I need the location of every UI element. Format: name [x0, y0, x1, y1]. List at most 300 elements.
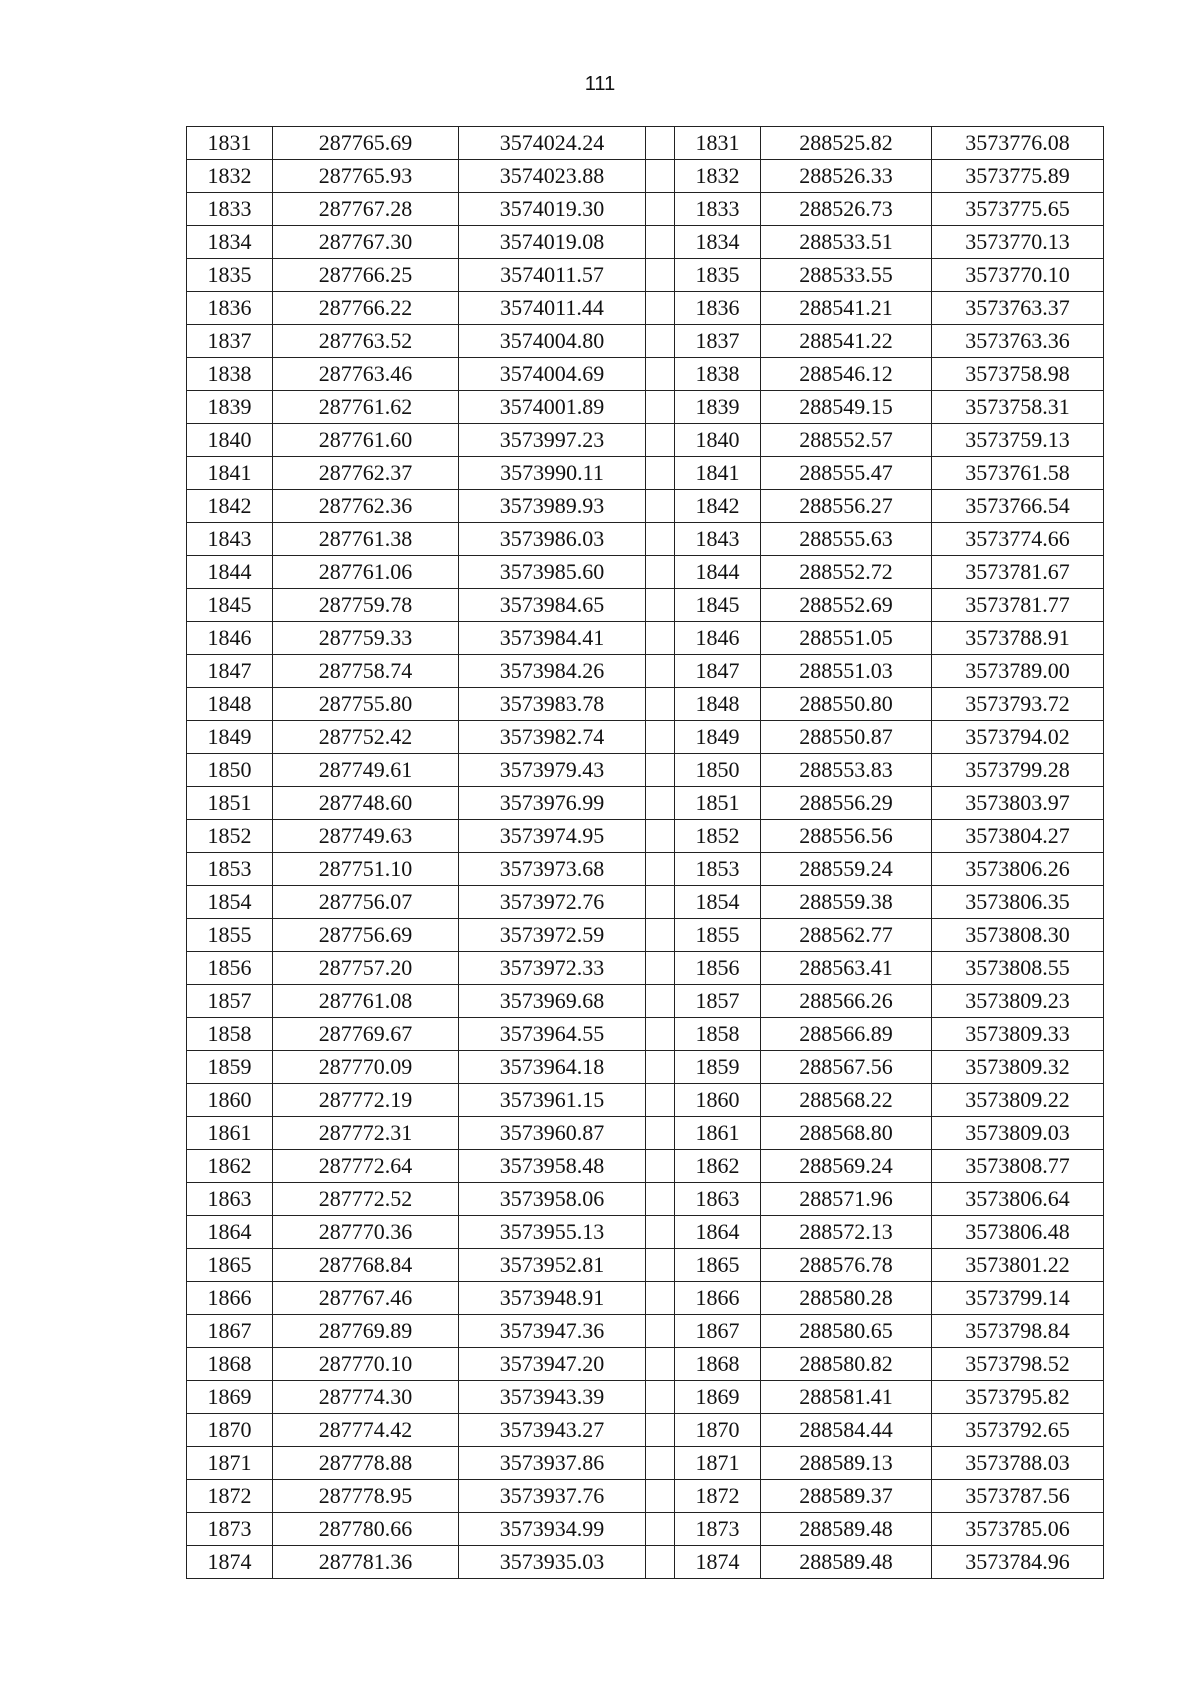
table-row	[187, 985, 1104, 1018]
coordinates-table	[186, 126, 1104, 1579]
point-number-left: 1851	[187, 787, 273, 820]
point-number-left: 1849	[187, 721, 273, 754]
y-coordinate-right: 3573798.84	[932, 1315, 1104, 1348]
point-number-left: 1870	[187, 1414, 273, 1447]
y-coordinate-right: 3573781.77	[932, 589, 1104, 622]
spacer-cell	[646, 556, 675, 589]
spacer-cell	[646, 1084, 675, 1117]
table-row	[187, 787, 1104, 820]
table-row	[187, 457, 1104, 490]
y-coordinate-right: 3573761.58	[932, 457, 1104, 490]
x-coordinate-left: 287755.80	[273, 688, 459, 721]
spacer-cell	[646, 1414, 675, 1447]
table-row	[187, 820, 1104, 853]
x-coordinate-right: 288533.55	[761, 259, 932, 292]
x-coordinate-right: 288555.47	[761, 457, 932, 490]
point-number-right: 1859	[675, 1051, 761, 1084]
x-coordinate-left: 287749.61	[273, 754, 459, 787]
y-coordinate-right: 3573775.65	[932, 193, 1104, 226]
y-coordinate-right: 3573770.13	[932, 226, 1104, 259]
y-coordinate-right: 3573795.82	[932, 1381, 1104, 1414]
y-coordinate-right: 3573788.03	[932, 1447, 1104, 1480]
point-number-right: 1848	[675, 688, 761, 721]
y-coordinate-right: 3573770.10	[932, 259, 1104, 292]
point-number-right: 1873	[675, 1513, 761, 1546]
point-number-left: 1835	[187, 259, 273, 292]
x-coordinate-left: 287756.07	[273, 886, 459, 919]
x-coordinate-right: 288553.83	[761, 754, 932, 787]
spacer-cell	[646, 1315, 675, 1348]
spacer-cell	[646, 952, 675, 985]
point-number-right: 1843	[675, 523, 761, 556]
x-coordinate-right: 288580.65	[761, 1315, 932, 1348]
point-number-left: 1832	[187, 160, 273, 193]
table-row	[187, 424, 1104, 457]
x-coordinate-right: 288559.38	[761, 886, 932, 919]
point-number-left: 1847	[187, 655, 273, 688]
x-coordinate-right: 288526.73	[761, 193, 932, 226]
table-row	[187, 1249, 1104, 1282]
x-coordinate-left: 287772.52	[273, 1183, 459, 1216]
spacer-cell	[646, 226, 675, 259]
y-coordinate-left: 3573976.99	[459, 787, 646, 820]
spacer-cell	[646, 391, 675, 424]
x-coordinate-right: 288551.03	[761, 655, 932, 688]
y-coordinate-right: 3573808.55	[932, 952, 1104, 985]
point-number-right: 1835	[675, 259, 761, 292]
y-coordinate-right: 3573803.97	[932, 787, 1104, 820]
x-coordinate-left: 287780.66	[273, 1513, 459, 1546]
spacer-cell	[646, 754, 675, 787]
point-number-left: 1860	[187, 1084, 273, 1117]
x-coordinate-right: 288589.48	[761, 1546, 932, 1579]
y-coordinate-left: 3573948.91	[459, 1282, 646, 1315]
table-row	[187, 358, 1104, 391]
y-coordinate-right: 3573809.23	[932, 985, 1104, 1018]
table-row	[187, 556, 1104, 589]
y-coordinate-left: 3573979.43	[459, 754, 646, 787]
x-coordinate-left: 287763.52	[273, 325, 459, 358]
x-coordinate-left: 287751.10	[273, 853, 459, 886]
table-row	[187, 160, 1104, 193]
point-number-right: 1868	[675, 1348, 761, 1381]
y-coordinate-left: 3573964.55	[459, 1018, 646, 1051]
y-coordinate-left: 3574011.57	[459, 259, 646, 292]
x-coordinate-right: 288546.12	[761, 358, 932, 391]
table-row	[187, 193, 1104, 226]
y-coordinate-left: 3573972.76	[459, 886, 646, 919]
y-coordinate-right: 3573766.54	[932, 490, 1104, 523]
x-coordinate-right: 288526.33	[761, 160, 932, 193]
spacer-cell	[646, 523, 675, 556]
page-number: 111	[584, 73, 616, 95]
y-coordinate-left: 3573984.26	[459, 655, 646, 688]
spacer-cell	[646, 853, 675, 886]
point-number-left: 1839	[187, 391, 273, 424]
x-coordinate-left: 287761.06	[273, 556, 459, 589]
y-coordinate-left: 3573947.20	[459, 1348, 646, 1381]
point-number-right: 1864	[675, 1216, 761, 1249]
y-coordinate-right: 3573763.36	[932, 325, 1104, 358]
x-coordinate-left: 287766.22	[273, 292, 459, 325]
x-coordinate-right: 288525.82	[761, 127, 932, 160]
point-number-left: 1871	[187, 1447, 273, 1480]
y-coordinate-left: 3573985.60	[459, 556, 646, 589]
spacer-cell	[646, 985, 675, 1018]
y-coordinate-left: 3573983.78	[459, 688, 646, 721]
y-coordinate-right: 3573809.22	[932, 1084, 1104, 1117]
point-number-left: 1874	[187, 1546, 273, 1579]
y-coordinate-left: 3574011.44	[459, 292, 646, 325]
point-number-left: 1844	[187, 556, 273, 589]
table-row	[187, 1183, 1104, 1216]
table-row	[187, 853, 1104, 886]
x-coordinate-right: 288567.56	[761, 1051, 932, 1084]
point-number-left: 1868	[187, 1348, 273, 1381]
point-number-right: 1838	[675, 358, 761, 391]
table-row	[187, 1018, 1104, 1051]
y-coordinate-right: 3573759.13	[932, 424, 1104, 457]
x-coordinate-right: 288572.13	[761, 1216, 932, 1249]
spacer-cell	[646, 490, 675, 523]
point-number-right: 1852	[675, 820, 761, 853]
x-coordinate-left: 287774.42	[273, 1414, 459, 1447]
y-coordinate-left: 3573973.68	[459, 853, 646, 886]
x-coordinate-left: 287769.89	[273, 1315, 459, 1348]
table-row	[187, 490, 1104, 523]
y-coordinate-left: 3573982.74	[459, 721, 646, 754]
x-coordinate-left: 287765.69	[273, 127, 459, 160]
x-coordinate-left: 287762.37	[273, 457, 459, 490]
x-coordinate-right: 288589.37	[761, 1480, 932, 1513]
x-coordinate-right: 288584.44	[761, 1414, 932, 1447]
y-coordinate-left: 3573961.15	[459, 1084, 646, 1117]
x-coordinate-left: 287765.93	[273, 160, 459, 193]
point-number-right: 1855	[675, 919, 761, 952]
table-row	[187, 1480, 1104, 1513]
point-number-left: 1842	[187, 490, 273, 523]
table-row	[187, 1051, 1104, 1084]
table-row	[187, 1513, 1104, 1546]
y-coordinate-left: 3573972.59	[459, 919, 646, 952]
x-coordinate-left: 287768.84	[273, 1249, 459, 1282]
point-number-left: 1869	[187, 1381, 273, 1414]
spacer-cell	[646, 1513, 675, 1546]
spacer-cell	[646, 919, 675, 952]
point-number-left: 1833	[187, 193, 273, 226]
x-coordinate-left: 287767.28	[273, 193, 459, 226]
x-coordinate-left: 287778.88	[273, 1447, 459, 1480]
y-coordinate-left: 3574024.24	[459, 127, 646, 160]
x-coordinate-right: 288566.26	[761, 985, 932, 1018]
y-coordinate-right: 3573801.22	[932, 1249, 1104, 1282]
y-coordinate-right: 3573806.48	[932, 1216, 1104, 1249]
x-coordinate-left: 287756.69	[273, 919, 459, 952]
y-coordinate-left: 3574004.80	[459, 325, 646, 358]
x-coordinate-left: 287757.20	[273, 952, 459, 985]
spacer-cell	[646, 886, 675, 919]
point-number-left: 1857	[187, 985, 273, 1018]
x-coordinate-right: 288555.63	[761, 523, 932, 556]
y-coordinate-left: 3573990.11	[459, 457, 646, 490]
point-number-right: 1834	[675, 226, 761, 259]
y-coordinate-right: 3573776.08	[932, 127, 1104, 160]
table-row	[187, 1282, 1104, 1315]
point-number-left: 1864	[187, 1216, 273, 1249]
x-coordinate-right: 288549.15	[761, 391, 932, 424]
y-coordinate-right: 3573806.35	[932, 886, 1104, 919]
x-coordinate-right: 288533.51	[761, 226, 932, 259]
spacer-cell	[646, 160, 675, 193]
x-coordinate-right: 288541.21	[761, 292, 932, 325]
y-coordinate-right: 3573799.14	[932, 1282, 1104, 1315]
y-coordinate-right: 3573808.30	[932, 919, 1104, 952]
point-number-left: 1834	[187, 226, 273, 259]
table-row	[187, 1348, 1104, 1381]
point-number-right: 1837	[675, 325, 761, 358]
table-row	[187, 1414, 1104, 1447]
x-coordinate-right: 288571.96	[761, 1183, 932, 1216]
point-number-left: 1837	[187, 325, 273, 358]
table-row	[187, 1216, 1104, 1249]
y-coordinate-left: 3574019.30	[459, 193, 646, 226]
table-row	[187, 1546, 1104, 1579]
point-number-right: 1872	[675, 1480, 761, 1513]
spacer-cell	[646, 820, 675, 853]
x-coordinate-right: 288552.72	[761, 556, 932, 589]
spacer-cell	[646, 424, 675, 457]
point-number-right: 1840	[675, 424, 761, 457]
point-number-left: 1859	[187, 1051, 273, 1084]
point-number-right: 1841	[675, 457, 761, 490]
y-coordinate-left: 3574001.89	[459, 391, 646, 424]
point-number-left: 1853	[187, 853, 273, 886]
y-coordinate-right: 3573758.98	[932, 358, 1104, 391]
y-coordinate-left: 3573972.33	[459, 952, 646, 985]
point-number-right: 1849	[675, 721, 761, 754]
point-number-right: 1863	[675, 1183, 761, 1216]
x-coordinate-left: 287770.09	[273, 1051, 459, 1084]
y-coordinate-right: 3573794.02	[932, 721, 1104, 754]
x-coordinate-right: 288559.24	[761, 853, 932, 886]
point-number-right: 1860	[675, 1084, 761, 1117]
y-coordinate-right: 3573809.33	[932, 1018, 1104, 1051]
table-row	[187, 721, 1104, 754]
point-number-right: 1845	[675, 589, 761, 622]
y-coordinate-left: 3573969.68	[459, 985, 646, 1018]
y-coordinate-right: 3573774.66	[932, 523, 1104, 556]
point-number-left: 1840	[187, 424, 273, 457]
table-row	[187, 1381, 1104, 1414]
spacer-cell	[646, 193, 675, 226]
x-coordinate-left: 287781.36	[273, 1546, 459, 1579]
point-number-left: 1852	[187, 820, 273, 853]
spacer-cell	[646, 259, 675, 292]
point-number-right: 1867	[675, 1315, 761, 1348]
y-coordinate-left: 3573960.87	[459, 1117, 646, 1150]
point-number-right: 1832	[675, 160, 761, 193]
point-number-left: 1846	[187, 622, 273, 655]
point-number-left: 1858	[187, 1018, 273, 1051]
x-coordinate-left: 287761.08	[273, 985, 459, 1018]
point-number-left: 1841	[187, 457, 273, 490]
point-number-right: 1850	[675, 754, 761, 787]
x-coordinate-right: 288563.41	[761, 952, 932, 985]
x-coordinate-right: 288552.57	[761, 424, 932, 457]
spacer-cell	[646, 655, 675, 688]
spacer-cell	[646, 457, 675, 490]
point-number-left: 1848	[187, 688, 273, 721]
point-number-left: 1872	[187, 1480, 273, 1513]
y-coordinate-left: 3574023.88	[459, 160, 646, 193]
spacer-cell	[646, 1183, 675, 1216]
point-number-left: 1850	[187, 754, 273, 787]
point-number-right: 1831	[675, 127, 761, 160]
point-number-left: 1831	[187, 127, 273, 160]
spacer-cell	[646, 127, 675, 160]
spacer-cell	[646, 1150, 675, 1183]
point-number-right: 1847	[675, 655, 761, 688]
y-coordinate-left: 3573943.39	[459, 1381, 646, 1414]
point-number-left: 1836	[187, 292, 273, 325]
point-number-left: 1838	[187, 358, 273, 391]
spacer-cell	[646, 358, 675, 391]
x-coordinate-right: 288580.28	[761, 1282, 932, 1315]
table-row	[187, 259, 1104, 292]
x-coordinate-right: 288576.78	[761, 1249, 932, 1282]
y-coordinate-left: 3573958.48	[459, 1150, 646, 1183]
x-coordinate-left: 287766.25	[273, 259, 459, 292]
x-coordinate-left: 287761.62	[273, 391, 459, 424]
point-number-right: 1844	[675, 556, 761, 589]
spacer-cell	[646, 721, 675, 754]
y-coordinate-right: 3573758.31	[932, 391, 1104, 424]
x-coordinate-left: 287763.46	[273, 358, 459, 391]
point-number-right: 1861	[675, 1117, 761, 1150]
table-row	[187, 886, 1104, 919]
y-coordinate-left: 3573989.93	[459, 490, 646, 523]
point-number-right: 1870	[675, 1414, 761, 1447]
point-number-right: 1836	[675, 292, 761, 325]
table-row	[187, 1117, 1104, 1150]
y-coordinate-right: 3573799.28	[932, 754, 1104, 787]
y-coordinate-left: 3573974.95	[459, 820, 646, 853]
x-coordinate-right: 288568.22	[761, 1084, 932, 1117]
y-coordinate-left: 3573958.06	[459, 1183, 646, 1216]
point-number-left: 1845	[187, 589, 273, 622]
y-coordinate-right: 3573809.32	[932, 1051, 1104, 1084]
x-coordinate-right: 288556.56	[761, 820, 932, 853]
table-row	[187, 1315, 1104, 1348]
x-coordinate-left: 287748.60	[273, 787, 459, 820]
spacer-cell	[646, 1216, 675, 1249]
y-coordinate-left: 3573943.27	[459, 1414, 646, 1447]
x-coordinate-right: 288589.13	[761, 1447, 932, 1480]
point-number-left: 1866	[187, 1282, 273, 1315]
point-number-left: 1855	[187, 919, 273, 952]
table-row	[187, 919, 1104, 952]
point-number-right: 1874	[675, 1546, 761, 1579]
point-number-right: 1862	[675, 1150, 761, 1183]
spacer-cell	[646, 325, 675, 358]
x-coordinate-left: 287761.38	[273, 523, 459, 556]
point-number-left: 1861	[187, 1117, 273, 1150]
spacer-cell	[646, 1546, 675, 1579]
y-coordinate-right: 3573793.72	[932, 688, 1104, 721]
x-coordinate-left: 287772.64	[273, 1150, 459, 1183]
spacer-cell	[646, 1381, 675, 1414]
y-coordinate-left: 3573955.13	[459, 1216, 646, 1249]
y-coordinate-right: 3573798.52	[932, 1348, 1104, 1381]
y-coordinate-left: 3573937.76	[459, 1480, 646, 1513]
table-row	[187, 292, 1104, 325]
x-coordinate-left: 287761.60	[273, 424, 459, 457]
y-coordinate-right: 3573788.91	[932, 622, 1104, 655]
table-row	[187, 1150, 1104, 1183]
x-coordinate-right: 288551.05	[761, 622, 932, 655]
table-row	[187, 589, 1104, 622]
x-coordinate-left: 287772.31	[273, 1117, 459, 1150]
y-coordinate-right: 3573809.03	[932, 1117, 1104, 1150]
y-coordinate-right: 3573806.64	[932, 1183, 1104, 1216]
spacer-cell	[646, 1348, 675, 1381]
table-row	[187, 952, 1104, 985]
point-number-right: 1858	[675, 1018, 761, 1051]
x-coordinate-left: 287759.78	[273, 589, 459, 622]
point-number-left: 1843	[187, 523, 273, 556]
y-coordinate-right: 3573792.65	[932, 1414, 1104, 1447]
spacer-cell	[646, 1051, 675, 1084]
y-coordinate-right: 3573775.89	[932, 160, 1104, 193]
x-coordinate-right: 288550.87	[761, 721, 932, 754]
x-coordinate-left: 287770.36	[273, 1216, 459, 1249]
spacer-cell	[646, 1447, 675, 1480]
y-coordinate-left: 3573986.03	[459, 523, 646, 556]
x-coordinate-left: 287774.30	[273, 1381, 459, 1414]
table-row	[187, 391, 1104, 424]
table-row	[187, 226, 1104, 259]
y-coordinate-left: 3573934.99	[459, 1513, 646, 1546]
y-coordinate-right: 3573806.26	[932, 853, 1104, 886]
y-coordinate-left: 3574019.08	[459, 226, 646, 259]
x-coordinate-right: 288589.48	[761, 1513, 932, 1546]
x-coordinate-right: 288556.27	[761, 490, 932, 523]
y-coordinate-right: 3573785.06	[932, 1513, 1104, 1546]
x-coordinate-left: 287758.74	[273, 655, 459, 688]
x-coordinate-right: 288566.89	[761, 1018, 932, 1051]
x-coordinate-left: 287767.30	[273, 226, 459, 259]
table-row	[187, 622, 1104, 655]
point-number-right: 1865	[675, 1249, 761, 1282]
x-coordinate-left: 287749.63	[273, 820, 459, 853]
coordinates-table-body	[187, 127, 1104, 1579]
y-coordinate-right: 3573784.96	[932, 1546, 1104, 1579]
point-number-left: 1867	[187, 1315, 273, 1348]
y-coordinate-left: 3573984.65	[459, 589, 646, 622]
point-number-left: 1856	[187, 952, 273, 985]
point-number-right: 1851	[675, 787, 761, 820]
spacer-cell	[646, 1117, 675, 1150]
y-coordinate-left: 3573964.18	[459, 1051, 646, 1084]
x-coordinate-left: 287752.42	[273, 721, 459, 754]
point-number-right: 1839	[675, 391, 761, 424]
point-number-right: 1869	[675, 1381, 761, 1414]
y-coordinate-right: 3573808.77	[932, 1150, 1104, 1183]
table-row	[187, 688, 1104, 721]
x-coordinate-left: 287769.67	[273, 1018, 459, 1051]
point-number-left: 1865	[187, 1249, 273, 1282]
spacer-cell	[646, 787, 675, 820]
